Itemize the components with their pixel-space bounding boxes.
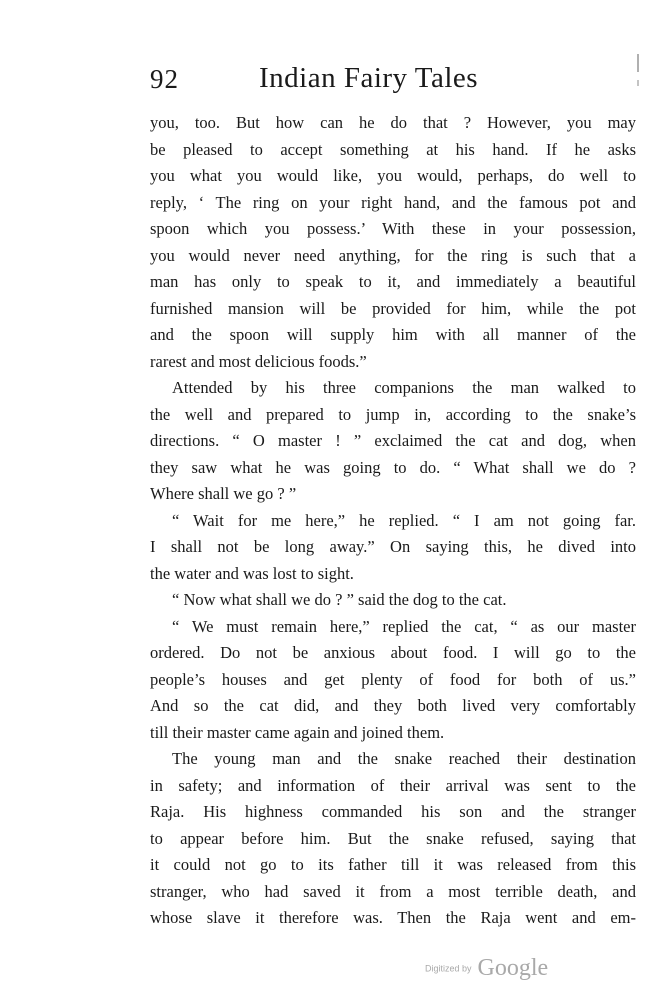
text-line: “ Now what shall we do ? ” said the dog to the cat. bbox=[172, 590, 507, 609]
text-line: Raja. His highness commanded his son and the stranger bbox=[150, 802, 636, 821]
text-line: in safety; and information of their arrival was sent to the bbox=[150, 775, 636, 795]
text-line: to appear before him. But the snake refused, saying that bbox=[150, 828, 636, 848]
text-line: and the spoon will supply him with all manner of the bbox=[150, 325, 636, 344]
text-line: it could not go to its father till it was released from this bbox=[150, 855, 636, 874]
text-line: furnished mansion will be provided for him, while the pot bbox=[150, 298, 636, 318]
text-line: reply, ‘ The ring on your right hand, and the famous pot and bbox=[150, 192, 636, 212]
text-line: man has only to speak to it, and immediately a beautiful bbox=[150, 272, 636, 291]
running-head bbox=[150, 62, 638, 102]
text-line: Where shall we go ? ” bbox=[150, 484, 297, 503]
page-edge-mark-small bbox=[637, 80, 639, 86]
text-line: till their master came again and joined them. bbox=[150, 722, 445, 742]
text-line: ordered. Do not be anxious about food. I will go to the bbox=[150, 643, 636, 662]
page-number: 92 bbox=[150, 64, 179, 94]
text-line: you would never need anything, for the ring is such that a bbox=[150, 245, 636, 265]
text-line: stranger, who had saved it from a most terrible death, and bbox=[150, 881, 636, 901]
text-line: spoon which you possess.’ With these in your possession, bbox=[150, 219, 636, 238]
text-line: “ Wait for me here,” he replied. “ I am not going far. bbox=[172, 510, 636, 530]
text-line: rarest and most delicious foods.” bbox=[150, 351, 367, 371]
text-line: directions. “ O master ! ” exclaimed the cat and dog, when bbox=[150, 431, 636, 450]
book-title: Indian Fairy Tales bbox=[259, 62, 479, 94]
text-line: Attended by his three companions the man walked to bbox=[172, 378, 636, 397]
page-edge-mark bbox=[637, 54, 639, 72]
text-line: be pleased to accept something at his hand. If he asks bbox=[150, 139, 636, 159]
digitized-by-watermark bbox=[425, 955, 585, 985]
text-line: you what you would like, you would, perhaps, do well to bbox=[150, 166, 636, 185]
text-line: The young man and the snake reached their destination bbox=[172, 749, 636, 768]
text-line: people’s houses and get plenty of food for both of us.” bbox=[150, 669, 636, 689]
text-line: I shall not be long away.” On saying this, he dived into bbox=[150, 537, 636, 556]
text-line: they saw what he was going to do. “ What shall we do ? bbox=[150, 457, 636, 477]
text-line: the water and was lost to sight. bbox=[150, 563, 354, 583]
text-line: whose slave it therefore was. Then the Raja went and em- bbox=[150, 908, 636, 927]
text-line: And so the cat did, and they both lived very comfortably bbox=[150, 696, 636, 715]
body-text bbox=[150, 110, 636, 932]
digitized-label: Digitized by bbox=[425, 963, 472, 974]
text-line: you, too. But how can he do that ? However, you may bbox=[150, 113, 636, 132]
text-line: the well and prepared to jump in, according to the snake’s bbox=[150, 404, 636, 424]
google-logo: Google bbox=[477, 955, 549, 981]
text-line: “ We must remain here,” replied the cat, “ as our master bbox=[172, 616, 636, 636]
